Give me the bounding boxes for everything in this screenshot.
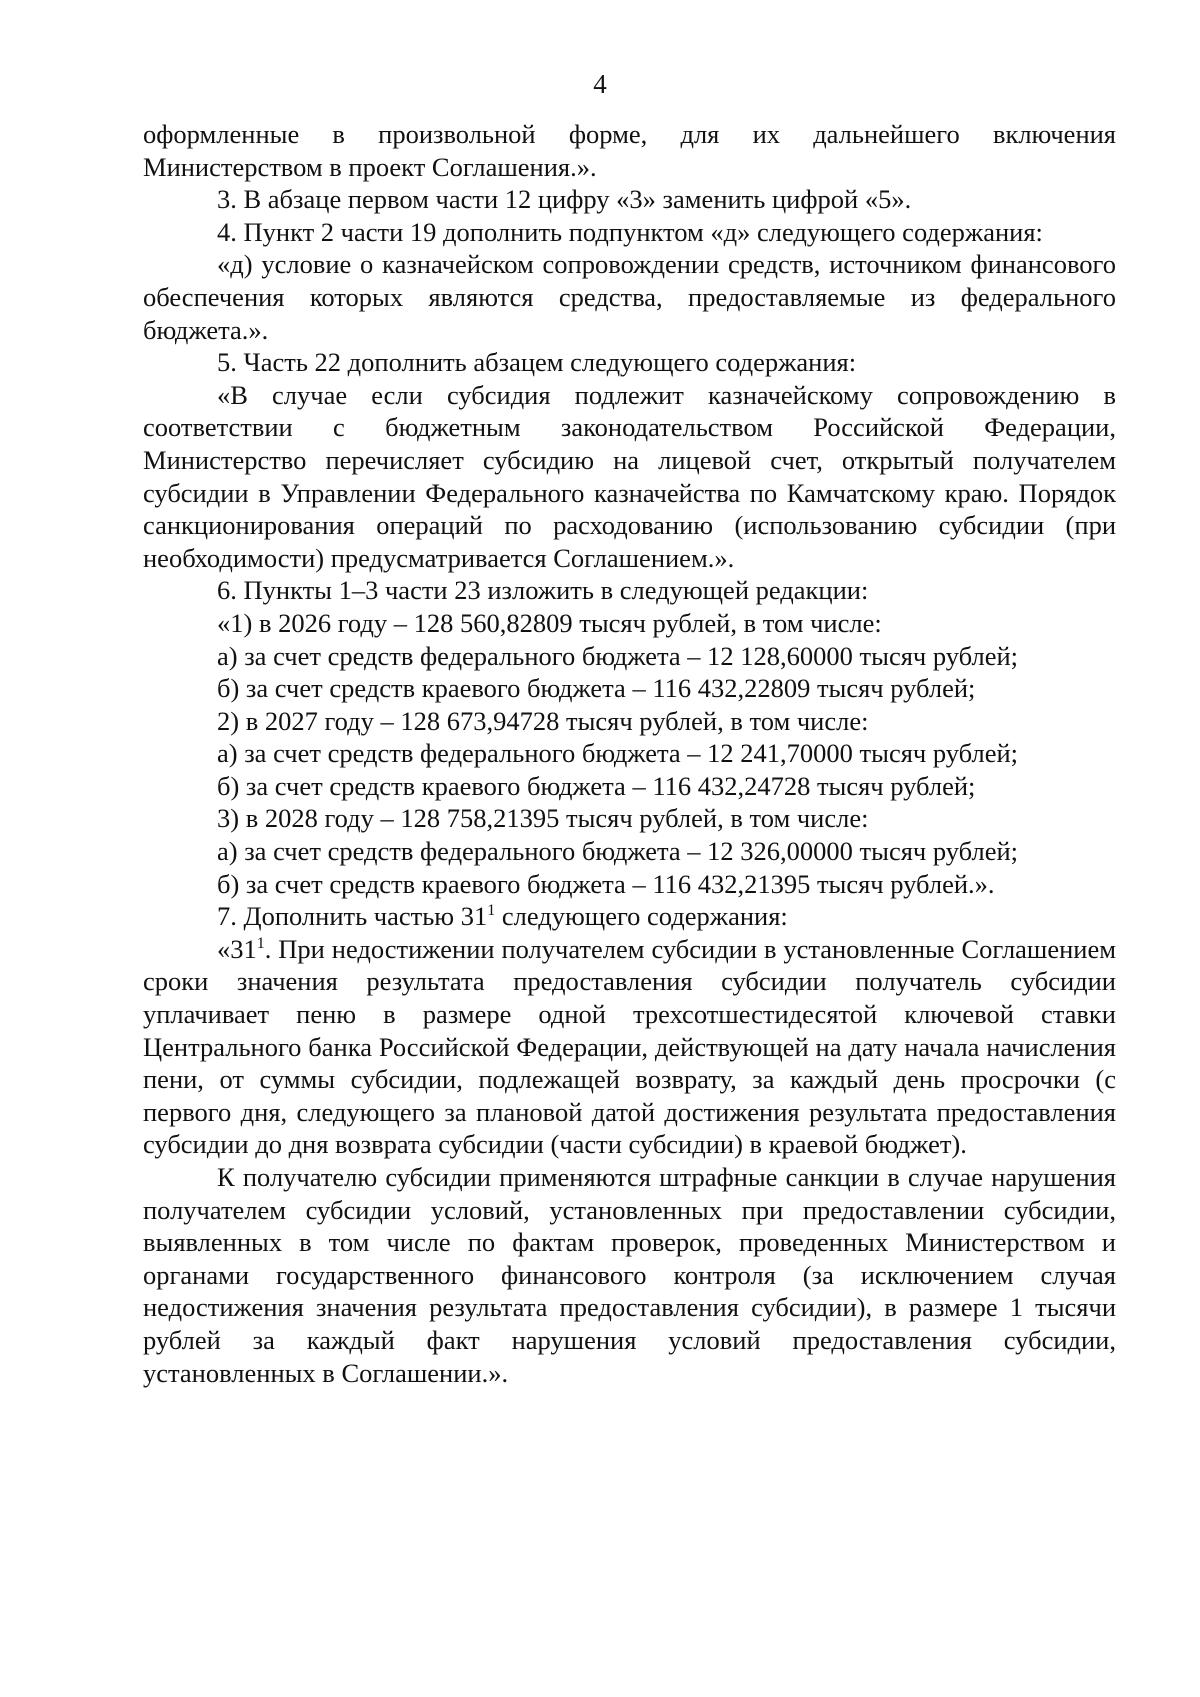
paragraph-item-3: 3. В абзаце первом части 12 цифру «3» заменить цифрой «5».	[217, 184, 912, 215]
document-body	[143, 118, 1116, 1389]
paragraph-part-31-1-superscript: 1	[256, 934, 265, 952]
paragraph-2026-federal: а) за счет средств федерального бюджета – 12 128,60000 тысяч рублей;	[217, 640, 1019, 671]
paragraph-part-31-1	[143, 933, 1116, 1161]
paragraph-2028-regional: б) за счет средств краевого бюджета – 116 432,21395 тысяч рублей.».	[217, 868, 995, 899]
paragraph-2027-federal: а) за счет средств федерального бюджета – 12 241,70000 тысяч рублей;	[217, 738, 1019, 769]
paragraph-item-5: 5. Часть 22 дополнить абзацем следующего содержания:	[217, 347, 857, 378]
paragraph-subitem-d: «д) условие о казначейском сопровождении средств, источником финансового обеспечения которых являются средства, предоставляемые из федерального бюджета.».	[143, 249, 1116, 345]
paragraph-treasury-support: «В случае если субсидия подлежит казначейскому сопровождению в соответствии с бюджетным законодательством Российской Федерации, Министерство перечисляет субсидию на лицевой счет, открытый получателем субсидии в Управлении Федерального казначейства по Камчатскому краю. Порядок санкционирования операций по расходованию (использованию субсидии (при необходимости) предусматривается Соглашением.».	[143, 379, 1116, 573]
paragraph-2027-regional: б) за счет средств краевого бюджета – 116 432,24728 тысяч рублей;	[217, 770, 976, 801]
paragraph-item-7	[143, 900, 1116, 933]
paragraph-part-31-1-after: . При недостижении получателем субсидии в установленные Соглашением сроки значения результата предоставления субсидии получатель субсидии уплачивает пеню в размере одной трехсотшестидесятой ключевой ставки Центрального банка Российской Федерации, действующей на дату начала начисления пени, от суммы субсидии, подлежащей возврату, за каждый день просрочки (с первого дня, следующего за плановой датой достижения результата предоставления субсидии до дня возврата субсидии (части субсидии) в краевой бюджет).	[143, 933, 1116, 1160]
paragraph-2027-total: 2) в 2027 году – 128 673,94728 тысяч рублей, в том числе:	[217, 705, 869, 736]
page-number: 4	[593, 69, 607, 99]
paragraph-penalty-sanctions: К получателю субсидии применяются штрафные санкции в случае нарушения получателем субсидии условий, установленных при предоставлении субсидии, выявленных в том числе по фактам проверок, проведенных Министерством и органами государственного финансового контроля (за исключением случая недостижения значения результата предоставления субсидии), в размере 1 тысячи рублей за каждый факт нарушения условий предоставления субсидии, установленных в Соглашении.».	[143, 1162, 1116, 1388]
paragraph-item-7-after: следующего содержания:	[495, 901, 788, 932]
paragraph-continuation: оформленные в произвольной форме, для их дальнейшего включения Министерством в проект Соглашения.».	[143, 119, 1116, 182]
paragraph-item-7-superscript: 1	[487, 902, 496, 920]
paragraph-2026-regional: б) за счет средств краевого бюджета – 116 432,22809 тысяч рублей;	[217, 673, 976, 704]
paragraph-2028-federal: а) за счет средств федерального бюджета – 12 326,00000 тысяч рублей;	[217, 836, 1019, 867]
paragraph-item-4: 4. Пункт 2 части 19 дополнить подпунктом «д» следующего содержания:	[217, 216, 1043, 247]
paragraph-item-6: 6. Пункты 1–3 части 23 изложить в следующей редакции:	[217, 575, 869, 606]
paragraph-part-31-1-before: «31	[217, 933, 257, 964]
paragraph-item-7-before: 7. Дополнить частью 31	[217, 901, 488, 932]
paragraph-2026-total: «1) в 2026 году – 128 560,82809 тысяч рублей, в том числе:	[217, 607, 882, 638]
paragraph-2028-total: 3) в 2028 году – 128 758,21395 тысяч рублей, в том числе:	[217, 803, 869, 834]
